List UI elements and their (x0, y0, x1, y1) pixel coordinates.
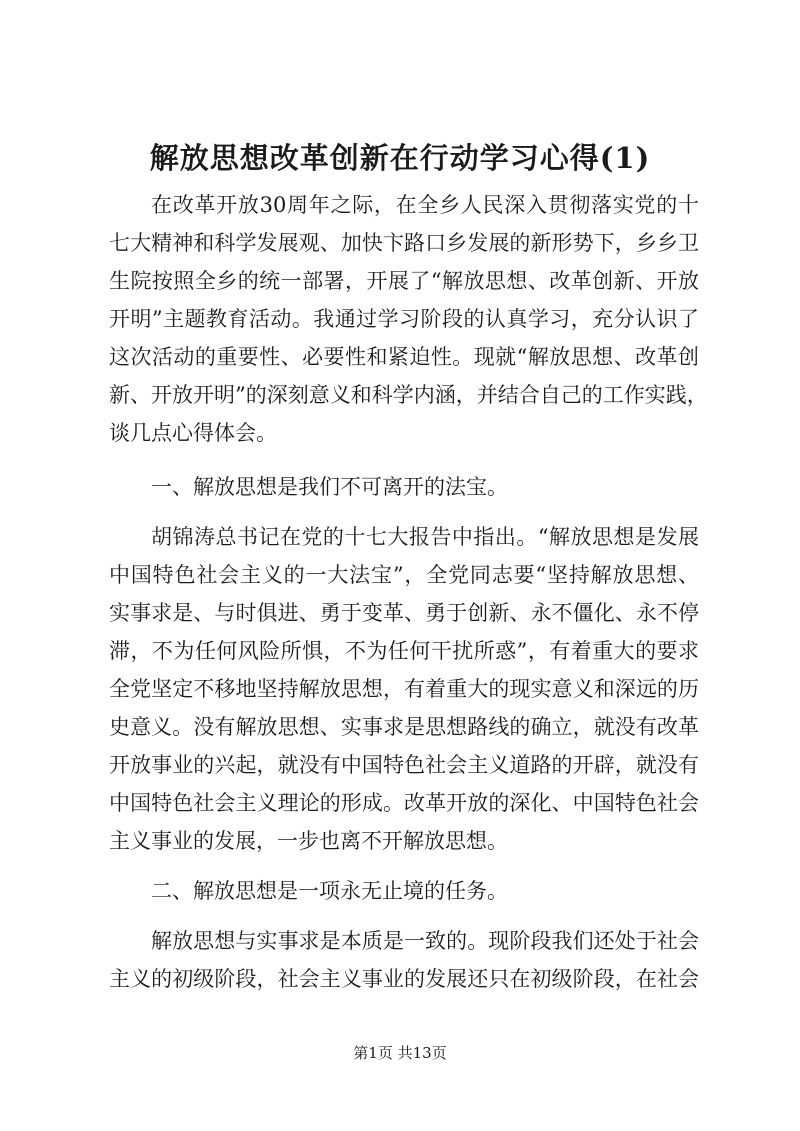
paragraph-line: 七大精神和科学发展观、加快卞路口乡发展的新形势下，乡乡卫 (109, 231, 699, 255)
paragraph-line: 谈几点心得体会。 (109, 421, 277, 445)
paragraph-line: 中国特色社会主义理论的形成。改革开放的深化、中国特色社会 (109, 791, 699, 815)
paragraph-line: 在改革开放30周年之际，在全乡人民深入贯彻落实党的十 (151, 193, 699, 217)
section-heading: 一、解放思想是我们不可离开的法宝。 (151, 475, 508, 499)
paragraph-line: 主义事业的发展，一步也离不开解放思想。 (109, 829, 508, 853)
paragraph-line: 开放事业的兴起，就没有中国特色社会主义道路的开辟，就没有 (109, 753, 699, 777)
page-footer: 第1页 共13页 (353, 1044, 447, 1062)
paragraph-line: 解放思想与实事求是本质是一致的。现阶段我们还处于社会 (151, 929, 699, 953)
section-heading: 二、解放思想是一项永无止境的任务。 (151, 879, 508, 903)
document-title: 解放思想改革创新在行动学习心得(1) (149, 141, 651, 175)
paragraph-line: 新、开放开明”的深刻意义和科学内涵，并结合自己的工作实践， (109, 383, 708, 407)
paragraph-line: 实事求是、与时俱进、勇于变革、勇于创新、永不僵化、永不停 (109, 601, 699, 625)
paragraph-line: 这次活动的重要性、必要性和紧迫性。现就“解放思想、改革创 (109, 345, 699, 369)
paragraph-line: 中国特色社会主义的一大法宝”，全党同志要“坚持解放思想、 (109, 563, 699, 587)
paragraph-line: 胡锦涛总书记在党的十七大报告中指出。“解放思想是发展 (151, 525, 699, 549)
paragraph-line: 滞，不为任何风险所惧，不为任何干扰所惑”，有着重大的要求 (109, 639, 699, 663)
paragraph-line: 主义的初级阶段，社会主义事业的发展还只在初级阶段，在社会 (109, 967, 699, 991)
paragraph-line: 史意义。没有解放思想、实事求是思想路线的确立，就没有改革 (109, 715, 699, 739)
paragraph-line: 全党坚定不移地坚持解放思想，有着重大的现实意义和深远的历 (109, 677, 699, 701)
paragraph-line: 开明”主题教育活动。我通过学习阶段的认真学习，充分认识了 (109, 307, 699, 331)
paragraph-line: 生院按照全乡的统一部署，开展了“解放思想、改革创新、开放 (109, 269, 699, 293)
